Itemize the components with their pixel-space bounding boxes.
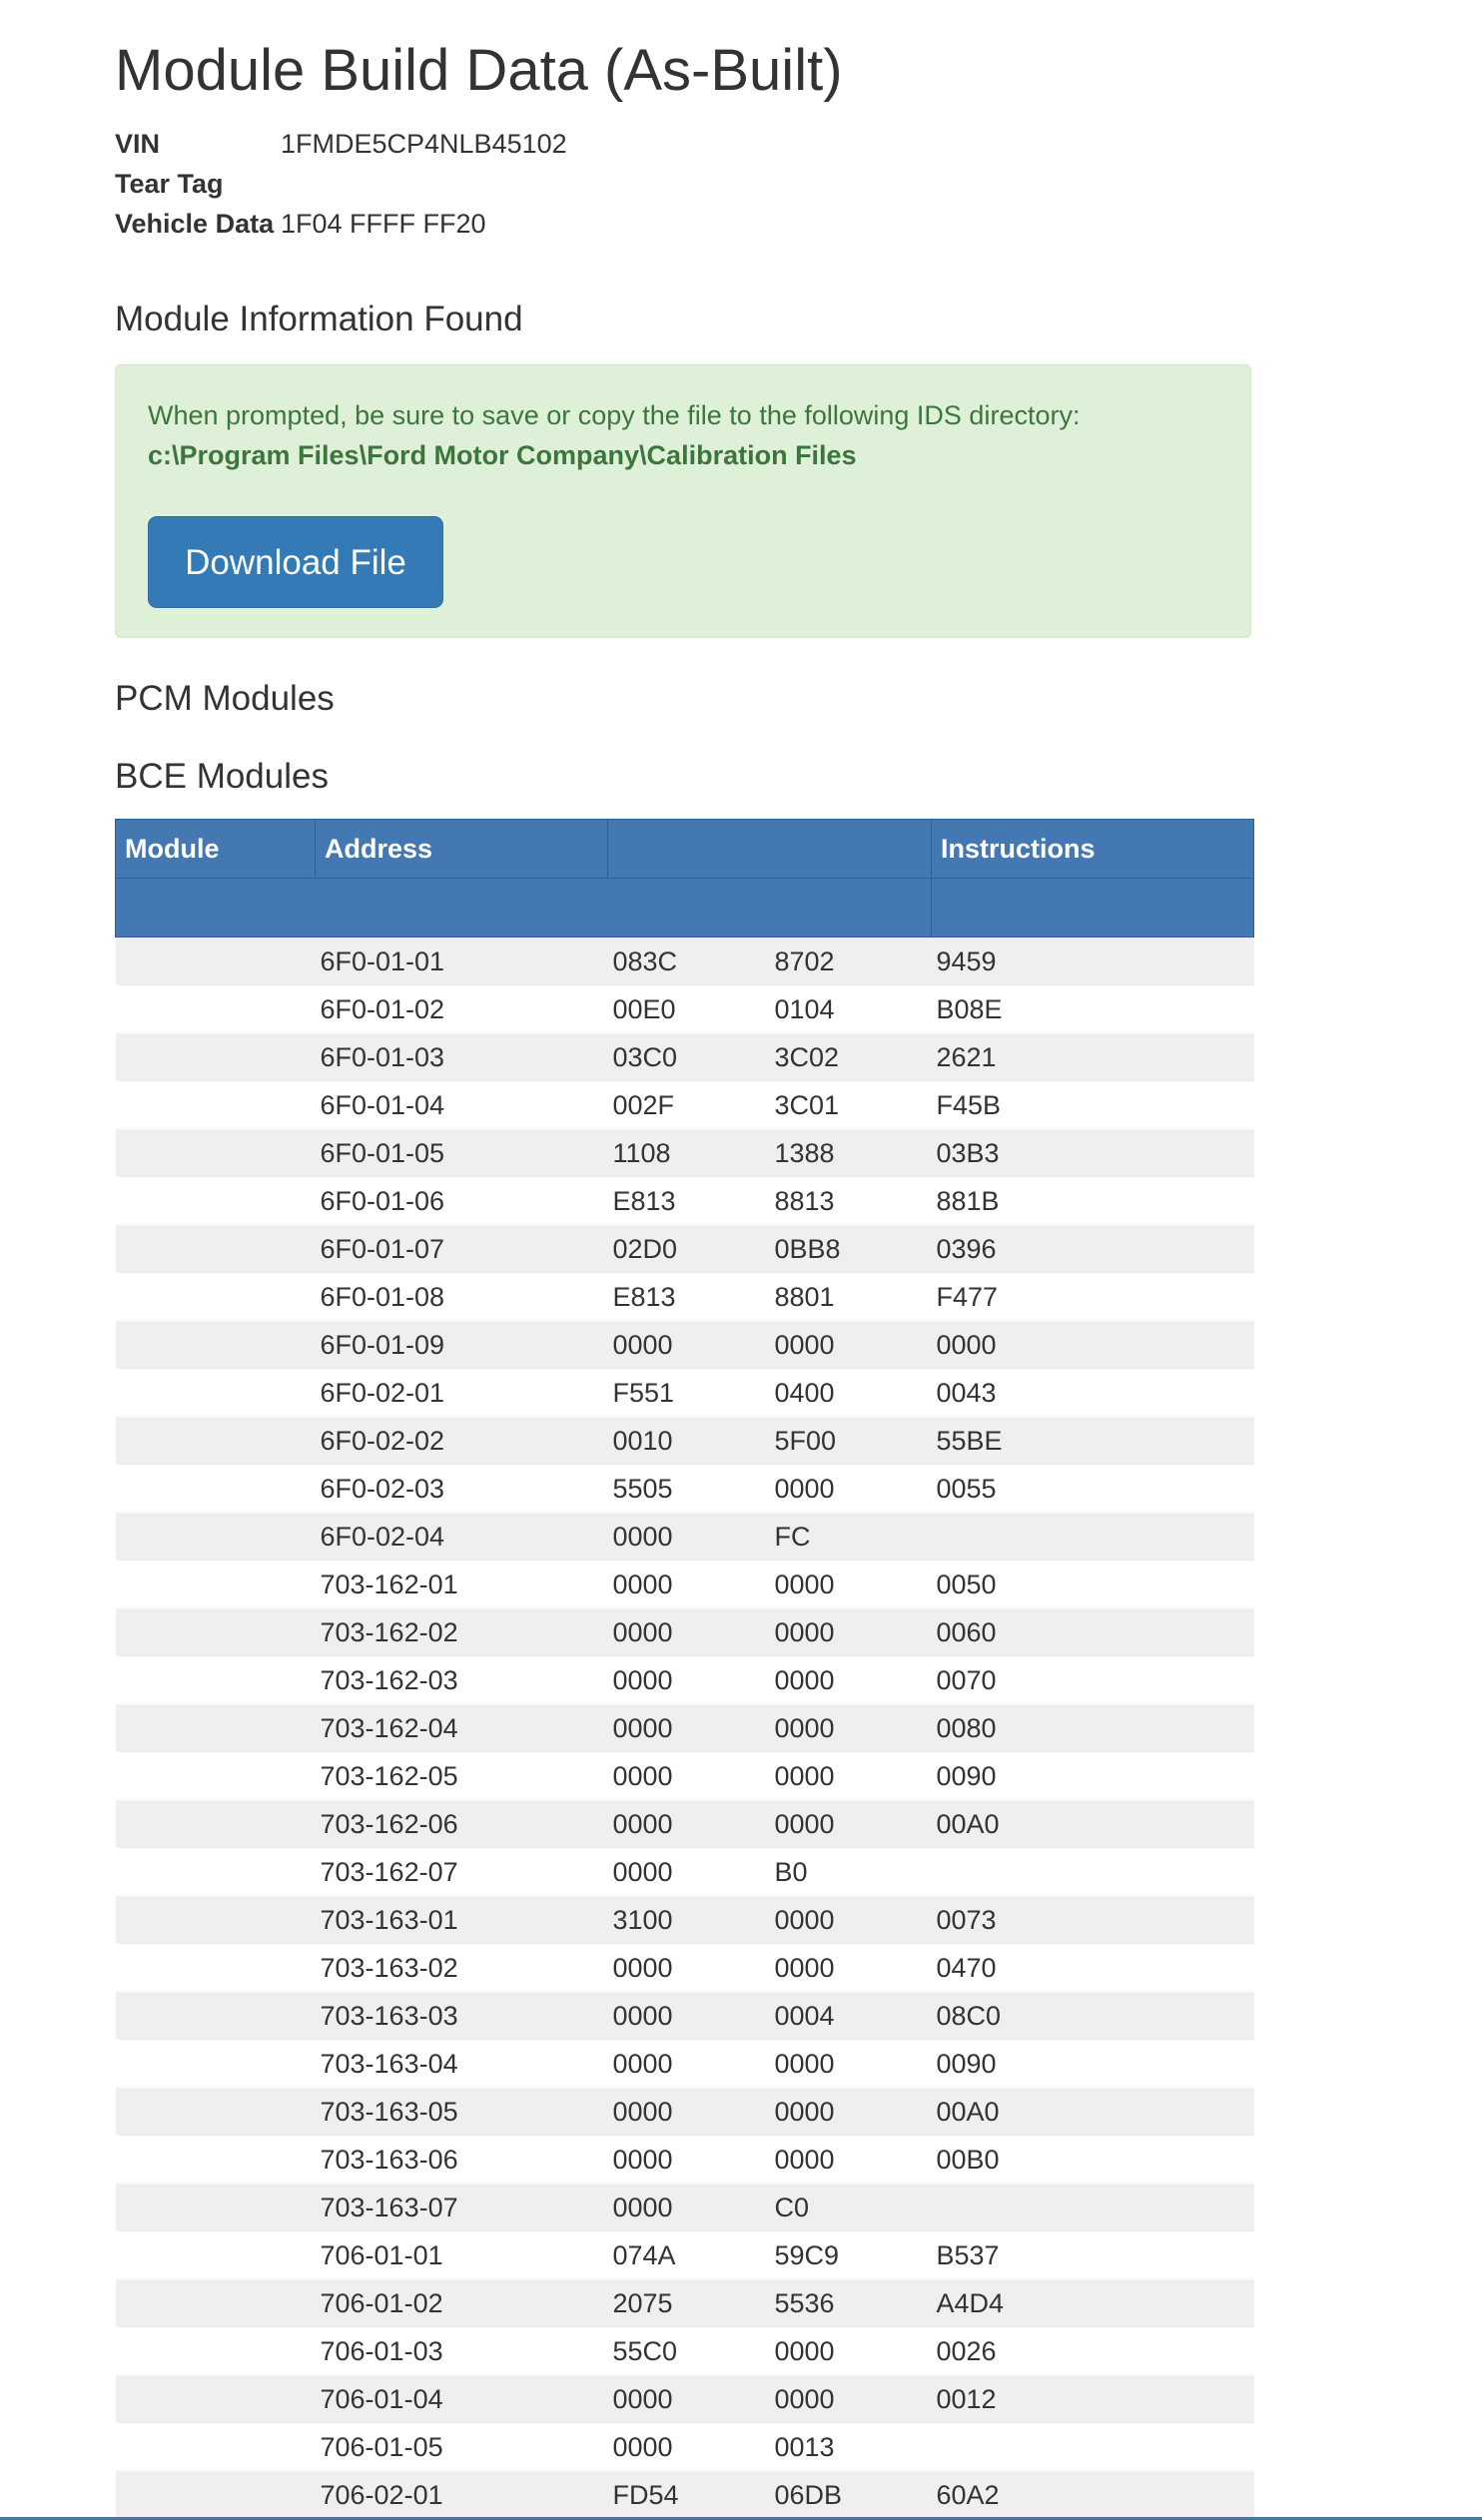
table-row [116,1081,1254,1129]
table-row [116,2471,1254,2519]
cell-data-2: B0 [770,1848,932,1896]
cell-data-2: 59C9 [770,2231,932,2279]
page-title: Module Build Data (As-Built) [115,38,843,103]
subheader-cell [932,879,1254,938]
cell-module [116,1608,316,1656]
cell-address: 703-163-07 [316,2184,608,2231]
cell-data-1: 0000 [608,2088,770,2136]
cell-instructions: 2621 [932,1033,1254,1081]
cell-module [116,1465,316,1513]
table-row [116,2231,1254,2279]
cell-module [116,1704,316,1752]
cell-data-2: 0000 [770,1944,932,1992]
cell-data-2: 5F00 [770,1417,932,1465]
cell-instructions: 00A0 [932,1800,1254,1848]
cell-data-1: 0000 [608,1561,770,1608]
cell-data-1: FD54 [608,2471,770,2519]
cell-instructions: 0000 [932,1321,1254,1369]
cell-data-1: 0000 [608,1944,770,1992]
table-row [116,1321,1254,1369]
cell-data-2: 3C02 [770,1033,932,1081]
cell-address: 706-01-01 [316,2231,608,2279]
cell-data-1: 0000 [608,1752,770,1800]
cell-instructions: B537 [932,2231,1254,2279]
cell-data-2: 0000 [770,1561,932,1608]
table-row [116,938,1254,986]
table-row [116,2088,1254,2136]
cell-instructions: 0073 [932,1896,1254,1944]
cell-module [116,1800,316,1848]
cell-module [116,2423,316,2471]
table-row [116,2184,1254,2231]
table-row [116,985,1254,1033]
cell-address: 703-163-03 [316,1992,608,2040]
cell-data-1: 0000 [608,1321,770,1369]
cell-address: 706-01-04 [316,2375,608,2423]
cell-address: 703-163-04 [316,2040,608,2088]
bce-table-body [116,938,1254,2520]
cell-module [116,1656,316,1704]
table-header-row [116,820,1254,879]
cell-data-2: 0013 [770,2423,932,2471]
cell-data-1: E813 [608,1177,770,1225]
cell-data-1: 083C [608,938,770,986]
subheader-cell [116,879,932,938]
cell-data-1: 0000 [608,1704,770,1752]
cell-module [116,1417,316,1465]
table-row [116,1752,1254,1800]
table-row [116,2040,1254,2088]
cell-address: 703-163-06 [316,2136,608,2184]
cell-instructions: 0090 [932,1752,1254,1800]
cell-data-2: 0000 [770,1656,932,1704]
cell-data-2: 0400 [770,1369,932,1417]
cell-instructions: 0050 [932,1561,1254,1608]
alert-message: When prompted, be sure to save or copy the file to the following IDS directory: [148,400,1081,430]
cell-address: 6F0-01-09 [316,1321,608,1369]
cell-data-1: 0000 [608,1992,770,2040]
cell-data-2: 0000 [770,2375,932,2423]
cell-instructions: 0026 [932,2327,1254,2375]
cell-data-2: 0000 [770,2136,932,2184]
table-row [116,1417,1254,1465]
table-row [116,1608,1254,1656]
cell-module [116,985,316,1033]
cell-module [116,1081,316,1129]
cell-data-1: 02D0 [608,1225,770,1273]
cell-address: 6F0-01-03 [316,1033,608,1081]
cell-data-1: 5505 [608,1465,770,1513]
cell-data-2: 0000 [770,1321,932,1369]
cell-instructions: 00A0 [932,2088,1254,2136]
table-row [116,1129,1254,1177]
cell-data-2: C0 [770,2184,932,2231]
cell-instructions: 0090 [932,2040,1254,2088]
cell-instructions: 0070 [932,1656,1254,1704]
cell-address: 703-162-05 [316,1752,608,1800]
cell-data-1: 3100 [608,1896,770,1944]
cell-data-1: 55C0 [608,2327,770,2375]
cell-instructions: F477 [932,1273,1254,1321]
cell-instructions: 08C0 [932,1992,1254,2040]
cell-address: 703-162-04 [316,1704,608,1752]
cell-data-1: 03C0 [608,1033,770,1081]
table-row [116,1465,1254,1513]
cell-address: 706-02-01 [316,2471,608,2519]
table-row [116,2423,1254,2471]
cell-data-2: 0BB8 [770,1225,932,1273]
cell-module [116,2136,316,2184]
cell-data-2: 0000 [770,1752,932,1800]
cell-data-1: 0000 [608,2040,770,2088]
cell-data-2: 0000 [770,1896,932,1944]
cell-address: 706-01-03 [316,2327,608,2375]
cell-module [116,1848,316,1896]
cell-instructions: 0080 [932,1704,1254,1752]
cell-module [116,1273,316,1321]
cell-address: 703-163-01 [316,1896,608,1944]
vehicle-data-value: 1F04 FFFF FF20 [281,209,486,239]
cell-module [116,2184,316,2231]
cell-module [116,2471,316,2519]
bce-modules-table [115,819,1254,2519]
cell-address: 6F0-01-04 [316,1081,608,1129]
cell-data-1: 002F [608,1081,770,1129]
cell-instructions [932,2184,1254,2231]
cell-address: 706-01-05 [316,2423,608,2471]
column-header-address: Address [316,820,608,879]
cell-data-1: 0000 [608,1608,770,1656]
cell-data-2: 8813 [770,1177,932,1225]
cell-data-2: 0000 [770,2327,932,2375]
cell-address: 703-162-03 [316,1656,608,1704]
table-row [116,1944,1254,1992]
table-row [116,1177,1254,1225]
cell-module [116,2327,316,2375]
table-row [116,1225,1254,1273]
cell-data-2: 0104 [770,985,932,1033]
cell-address: 703-162-01 [316,1561,608,1608]
ids-directory-path: c:\Program Files\Ford Motor Company\Calibration Files [148,440,857,470]
cell-instructions [932,2423,1254,2471]
cell-data-2: 8702 [770,938,932,986]
meta-row-vin [115,124,567,164]
table-row [116,1033,1254,1081]
vehicle-meta [115,124,567,244]
cell-instructions: 0055 [932,1465,1254,1513]
cell-module [116,1752,316,1800]
cell-data-1: 0010 [608,1417,770,1465]
cell-data-1: 00E0 [608,985,770,1033]
cell-data-2: 5536 [770,2279,932,2327]
cell-data-1: 0000 [608,1656,770,1704]
cell-instructions: A4D4 [932,2279,1254,2327]
meta-row-vehicle-data [115,204,567,244]
cell-module [116,1321,316,1369]
cell-data-2: 0000 [770,1465,932,1513]
cell-data-2: 0000 [770,1800,932,1848]
cell-data-2: 0000 [770,1608,932,1656]
cell-address: 6F0-01-05 [316,1129,608,1177]
cell-instructions: 9459 [932,938,1254,986]
cell-instructions: 881B [932,1177,1254,1225]
cell-data-1: F551 [608,1369,770,1417]
cell-module [116,1992,316,2040]
table-row [116,1513,1254,1561]
cell-module [116,1369,316,1417]
table-row [116,1369,1254,1417]
cell-data-2: 0000 [770,2040,932,2088]
cell-address: 6F0-01-02 [316,985,608,1033]
cell-module [116,1225,316,1273]
cell-address: 6F0-02-01 [316,1369,608,1417]
table-subheader-row [116,879,1254,938]
cell-address: 6F0-02-04 [316,1513,608,1561]
cell-address: 6F0-01-06 [316,1177,608,1225]
cell-data-2: 0000 [770,2088,932,2136]
cell-data-1: 0000 [608,1848,770,1896]
cell-instructions [932,1513,1254,1561]
meta-label: Vehicle Data [115,209,275,239]
cell-data-2: 3C01 [770,1081,932,1129]
cell-data-1: E813 [608,1273,770,1321]
table-row [116,2136,1254,2184]
cell-module [116,2088,316,2136]
cell-address: 703-163-02 [316,1944,608,1992]
meta-label: VIN [115,129,161,159]
column-header-module: Module [116,820,316,879]
table-row [116,1992,1254,2040]
cell-module [116,2231,316,2279]
pcm-modules-heading: PCM Modules [115,679,335,718]
cell-module [116,1177,316,1225]
cell-address: 703-162-07 [316,1848,608,1896]
table-row [116,1273,1254,1321]
download-file-button[interactable]: Download File [148,516,443,608]
cell-data-1: 0000 [608,1800,770,1848]
cell-instructions: 0470 [932,1944,1254,1992]
cell-data-2: 0000 [770,1704,932,1752]
table-row [116,1800,1254,1848]
cell-data-2: 06DB [770,2471,932,2519]
cell-instructions [932,1848,1254,1896]
cell-instructions: 0043 [932,1369,1254,1417]
module-info-found-heading: Module Information Found [115,300,523,338]
cell-data-1: 0000 [608,2184,770,2231]
table-row [116,1896,1254,1944]
cell-address: 703-162-02 [316,1608,608,1656]
cell-data-2: FC [770,1513,932,1561]
cell-instructions: 03B3 [932,1129,1254,1177]
cell-module [116,938,316,986]
cell-address: 6F0-01-01 [316,938,608,986]
cell-module [116,1944,316,1992]
cell-module [116,1513,316,1561]
cell-module [116,2040,316,2088]
cell-address: 706-01-02 [316,2279,608,2327]
cell-module [116,1033,316,1081]
cell-instructions: 00B0 [932,2136,1254,2184]
bce-modules-heading: BCE Modules [115,757,329,796]
cell-data-1: 0000 [608,1513,770,1561]
cell-address: 703-162-06 [316,1800,608,1848]
cell-instructions: F45B [932,1081,1254,1129]
cell-data-2: 0004 [770,1992,932,2040]
vin-value: 1FMDE5CP4NLB45102 [281,129,567,159]
table-row [116,1656,1254,1704]
cell-data-2: 8801 [770,1273,932,1321]
cell-module [116,2279,316,2327]
bce-table-wrapper [115,819,1253,2519]
cell-data-2: 1388 [770,1129,932,1177]
table-row [116,1848,1254,1896]
cell-instructions: 55BE [932,1417,1254,1465]
cell-data-1: 0000 [608,2136,770,2184]
cell-data-1: 0000 [608,2375,770,2423]
column-header-instructions: Instructions [932,820,1254,879]
cell-module [116,1561,316,1608]
cell-address: 6F0-02-03 [316,1465,608,1513]
cell-address: 703-163-05 [316,2088,608,2136]
cell-instructions: 0060 [932,1608,1254,1656]
cell-module [116,1896,316,1944]
table-row [116,2375,1254,2423]
cell-address: 6F0-01-08 [316,1273,608,1321]
cell-address: 6F0-02-02 [316,1417,608,1465]
cell-data-1: 0000 [608,2423,770,2471]
cell-module [116,1129,316,1177]
cell-data-1: 1108 [608,1129,770,1177]
column-header-data [608,820,932,879]
cell-instructions: 0396 [932,1225,1254,1273]
cell-data-1: 2075 [608,2279,770,2327]
table-row [116,1561,1254,1608]
meta-label: Tear Tag [115,169,224,199]
success-alert [115,364,1251,638]
cell-module [116,2375,316,2423]
cell-data-1: 074A [608,2231,770,2279]
table-row [116,1704,1254,1752]
meta-row-tear-tag [115,164,567,204]
table-row [116,2279,1254,2327]
table-row [116,2327,1254,2375]
cell-instructions: B08E [932,985,1254,1033]
cell-instructions: 60A2 [932,2471,1254,2519]
cell-instructions: 0012 [932,2375,1254,2423]
cell-address: 6F0-01-07 [316,1225,608,1273]
